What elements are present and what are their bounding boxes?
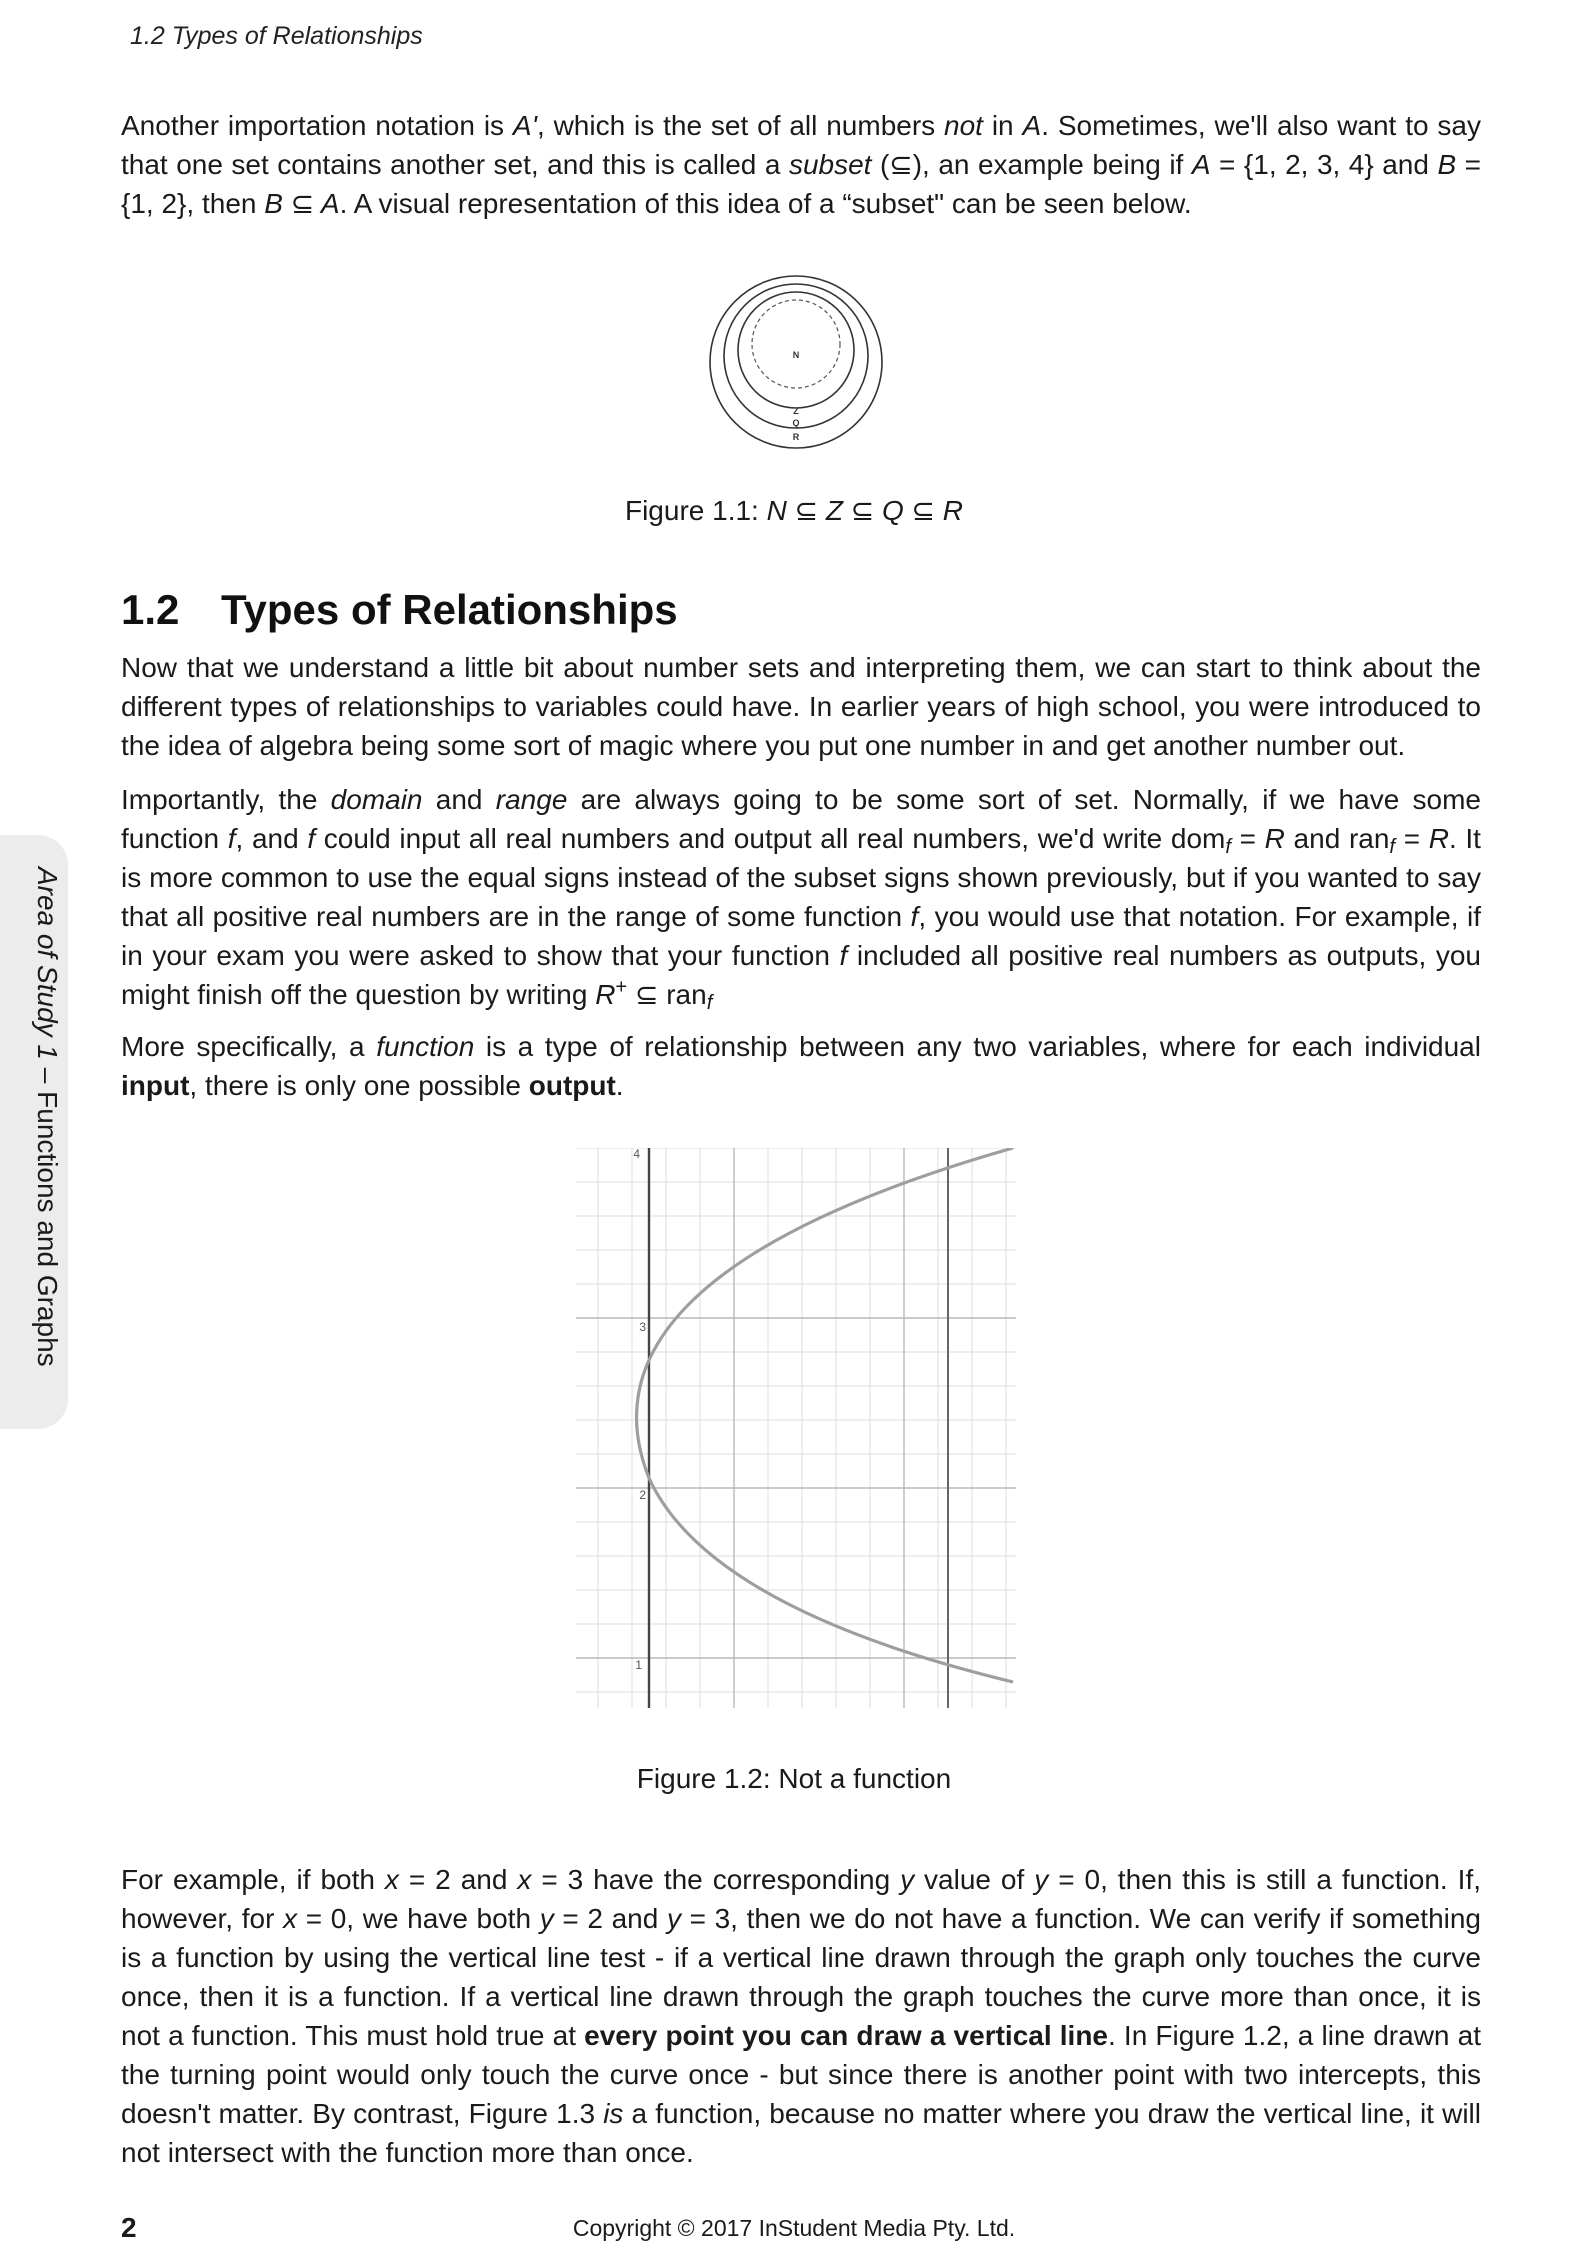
tick-label-4: 4 <box>633 1148 640 1161</box>
label-z: Z <box>793 406 799 416</box>
copyright-notice: Copyright © 2017 InStudent Media Pty. Ltd. <box>572 2215 1016 2241</box>
label-r: R <box>792 432 800 442</box>
label-n: N <box>792 350 800 360</box>
figure-1-2-caption: Figure 1.2: Not a function <box>636 1763 952 1794</box>
section-heading: 1.2 Types of Relationships <box>121 586 678 633</box>
parabola-curve <box>637 1148 1013 1682</box>
not-a-function-graph <box>576 1148 1016 1708</box>
paragraph-2: Importantly, the domain and range are always going to be some sort of set. Normally, if we have some function f, and f could input all real numbers and output all real numbers, we'd write dom$_f$ = R and ran$_f$ = R. It is more common to use the equal signs instead of the subset signs shown previously, but if you wanted to say that all positive real numbers are in the range of some function f, you would use that notation. For example, if in your exam you were asked to show that your function f included all positive real numbers as outputs, you might finish off the question by writing R+ ⊆ ran$_f$ <box>121 784 1482 1015</box>
paragraph-3: More specifically, a function is a type of relationship between any two variables, where for each individual input, there is only one possible output. <box>121 1031 1481 1101</box>
intro-paragraph: Another importation notation is A', which is the set of all numbers not in A. Sometimes, we'll also want to say that one set contains another set, and this is called a subset (⊆), an example being if A = {1, 2, 3, 4} and B = {1, 2}, then B ⊆ A. A visual representation of this idea of a “subset" can be seen below. <box>121 110 1481 219</box>
grid-minor <box>576 1148 1016 1708</box>
label-q: Q <box>792 418 800 428</box>
nested-sets-diagram <box>706 272 886 452</box>
figure-1-1-caption: Figure 1.1: N ⊆ Z ⊆ Q ⊆ R <box>624 495 964 526</box>
tick-label-2: 2 <box>639 1488 646 1502</box>
set-n-circle <box>752 300 840 388</box>
tick-label-3: 3 <box>639 1320 646 1334</box>
paragraph-4: For example, if both x = 2 and x = 3 have the corresponding y value of y = 0, then this is still a function. If, however, for x = 0, we have both y = 2 and y = 3, then we do not have a function. We can verify if something is a function by using the vertical line test - if a vertical line drawn through the graph only touches the curve once, then it is a function. If a vertical line drawn through the graph touches the curve more than once, it is not a function. This must hold true at every point you can draw a vertical line. In Figure 1.2, a line drawn at the turning point would only touch the curve once - but since there is another point with two intercepts, this doesn't matter. By contrast, Figure 1.3 is a function, because no matter where you draw the vertical line, it will not intersect with the function more than once. <box>121 1864 1482 2168</box>
running-head: 1.2 Types of Relationships <box>130 22 423 50</box>
side-tab-label: Area of Study 1 – Functions and Graphs <box>32 867 63 1367</box>
paragraph-1: Now that we understand a little bit about number sets and interpreting them, we can start to think about the different types of relationships to variables could have. In earlier years of high school, you were introduced to the idea of algebra being some sort of magic where you put one number in and get another number out. <box>121 652 1481 761</box>
tick-label-1: 1 <box>635 1658 642 1672</box>
page-number: 2 <box>121 2212 137 2243</box>
